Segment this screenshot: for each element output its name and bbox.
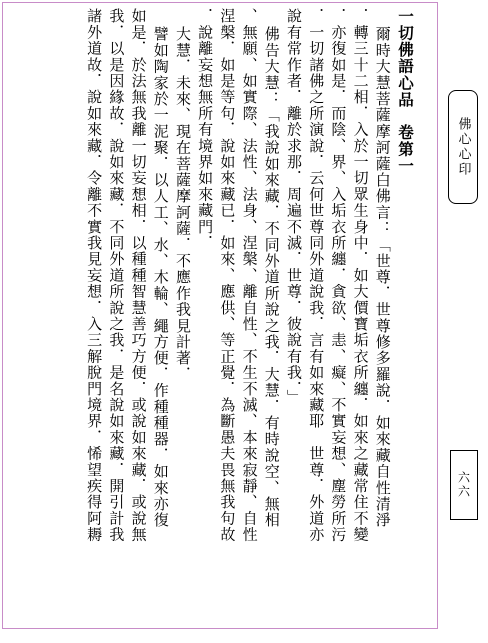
text-line-12: 如是．於法無我離一切妄想相．以種種智慧善巧方便．或說如來藏．或說無 <box>129 8 148 543</box>
text-line-2: ．轉三十二相．入於一切眾生身中．如大價寶垢衣所纏．如來之藏常住不變 <box>351 8 370 543</box>
text-line-5: 說有常作者．離於求那．周遍不滅．世尊．彼說有我．」 <box>284 8 303 406</box>
section-tab-label: 佛心心印 <box>455 117 471 177</box>
section-tab[interactable] <box>448 90 478 204</box>
text-line-10: 大慧．未來、現在菩薩摩訶薩．不應作我見計著． <box>173 26 192 383</box>
text-line-6: 佛告大慧：「我說如來藏．不同外道所說之我．大慧．有時說空、無相 <box>262 26 281 529</box>
text-line-8: 涅槃．如是等句．說如來藏已．如來、應供、等正覺．為斷愚夫畏無我句故 <box>218 8 237 543</box>
volume-label: 卷第一 <box>396 124 415 175</box>
text-line-1: 爾時大慧菩薩摩訶薩白佛言：「世尊．世尊修多羅說．如來藏自性清淨 <box>373 26 392 529</box>
text-line-9: ．說離妄想無所有境界如來藏門． <box>196 8 215 251</box>
text-line-14: 諸外道故．說如來藏．令離不實我見妄想．入三解脫門境界．悕望疾得阿耨 <box>85 8 104 543</box>
text-line-3: ．亦復如是．而陰、界、入垢衣所纏．貪欲、恚、癡、不實妄想、塵勞所污 <box>329 8 348 543</box>
text-line-11: 譬如陶家於一泥聚．以人工、水、木輪、繩方便．作種種器．如來亦復 <box>151 26 170 529</box>
page-number: 六六 <box>456 471 471 499</box>
page-number-box <box>450 450 478 520</box>
text-line-13: 我．以是因緣故．說如來藏．不同外道所說之我．是名說如來藏．開引計我 <box>107 8 126 543</box>
chapter-name: 一切佛語心品 <box>396 8 415 109</box>
chapter-title <box>394 8 416 626</box>
text-line-4: ．一切諸佛之所演說．云何世尊同外道說我．言有如來藏耶 世尊．外道亦 <box>307 8 326 543</box>
vertical-text-area <box>10 8 416 626</box>
text-line-7: 、無願、如實際、法性、法身、涅槃、離自性、不生不滅、本來寂靜、自性 <box>240 8 259 543</box>
